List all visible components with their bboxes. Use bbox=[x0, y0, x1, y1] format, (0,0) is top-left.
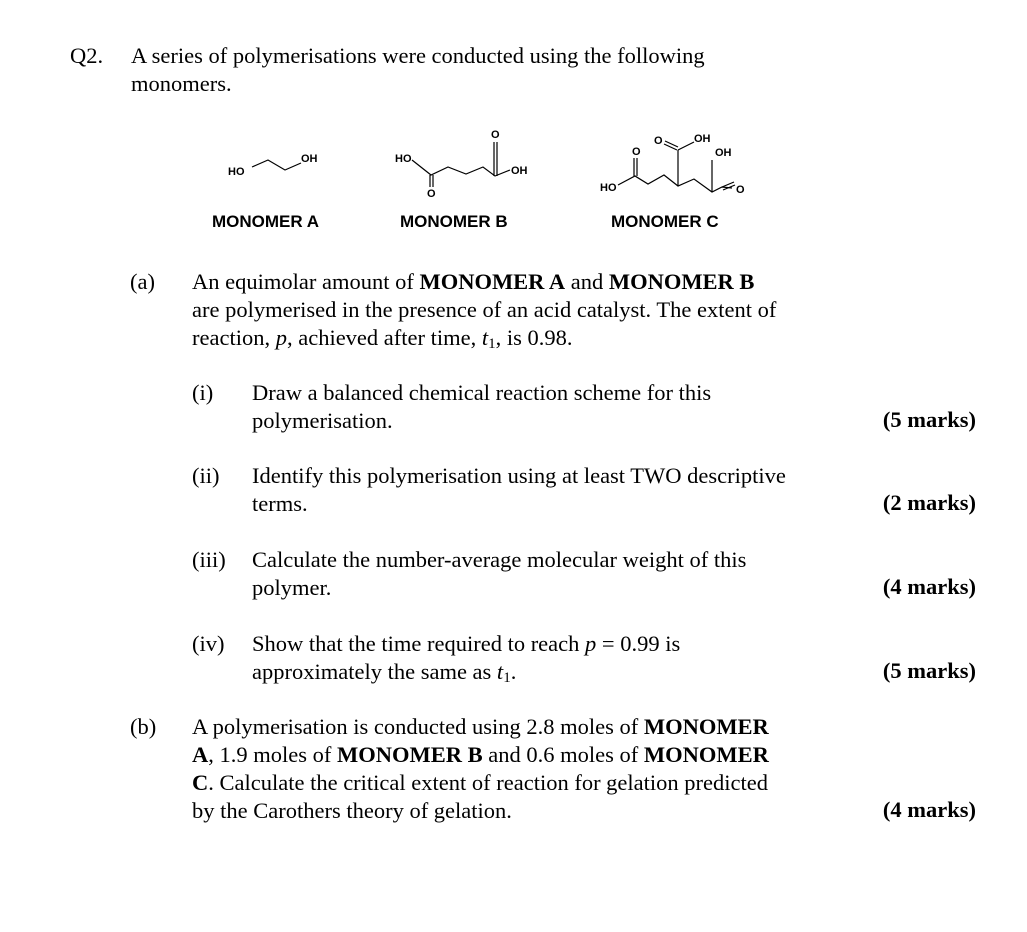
monomer-c-oh1: OH bbox=[694, 133, 711, 145]
part-a-iii-line1: Calculate the number-average molecular weight of this bbox=[252, 547, 747, 572]
part-a-iv-label: (iv) bbox=[192, 631, 225, 656]
part-a-iii-line2: polymer. bbox=[252, 575, 332, 600]
part-b-label: (b) bbox=[130, 714, 157, 739]
part-a-i-label: (i) bbox=[192, 380, 214, 405]
monomer-c-label: MONOMER C bbox=[611, 212, 719, 231]
part-a-line1: An equimolar amount of MONOMER A and MONOMER B bbox=[192, 269, 755, 294]
part-a-iv-line1: Show that the time required to reach p = 0.99 is bbox=[252, 631, 681, 656]
monomer-c-o3: O bbox=[736, 184, 745, 196]
part-a-iv-marks: (5 marks) bbox=[882, 658, 976, 683]
monomer-c-o2: O bbox=[654, 135, 663, 147]
monomer-b-label: MONOMER B bbox=[400, 212, 508, 231]
part-a-line2: are polymerised in the presence of an acid catalyst. The extent of bbox=[192, 297, 777, 322]
monomer-b-o2: O bbox=[491, 129, 500, 141]
part-a-line3: reaction, p, achieved after time, $t_1$, is 0.98. bbox=[192, 325, 573, 352]
monomer-b-skeleton bbox=[412, 160, 510, 176]
monomer-c-oh2: OH bbox=[715, 147, 732, 159]
question-number: Q2. bbox=[70, 43, 104, 68]
part-a-i-line2: polymerisation. bbox=[252, 408, 393, 433]
monomer-a-skeleton bbox=[252, 160, 301, 170]
part-a-iv-line2: approximately the same as $t_1$. bbox=[252, 659, 517, 686]
part-a-iii-marks: (4 marks) bbox=[882, 574, 976, 599]
part-b-line4: by the Carothers theory of gelation. bbox=[192, 798, 512, 823]
question-intro-line2: monomers. bbox=[131, 71, 232, 96]
part-b-line3: C. Calculate the critical extent of reaction for gelation predicted bbox=[192, 770, 768, 795]
part-a-ii-marks: (2 marks) bbox=[882, 490, 976, 515]
question-intro-line1: A series of polymerisations were conducted using the following bbox=[131, 43, 705, 68]
part-a-i-marks: (5 marks) bbox=[882, 407, 976, 432]
monomer-a-oh: OH bbox=[301, 153, 318, 165]
monomer-b-oh: OH bbox=[511, 165, 528, 177]
monomer-b-o1: O bbox=[427, 188, 436, 200]
part-b-line2: A, 1.9 moles of MONOMER B and 0.6 moles of MONOMER bbox=[192, 742, 769, 767]
part-b-line1: A polymerisation is conducted using 2.8 moles of MONOMER bbox=[192, 714, 769, 739]
part-a-ii-line2: terms. bbox=[252, 491, 308, 516]
monomer-c-ho: HO bbox=[600, 182, 617, 194]
monomer-b-ho: HO bbox=[395, 153, 412, 165]
monomer-a-ho: HO bbox=[228, 166, 245, 178]
part-a-label: (a) bbox=[130, 269, 155, 294]
monomer-a-label: MONOMER A bbox=[212, 212, 320, 231]
part-b-marks: (4 marks) bbox=[882, 797, 976, 822]
monomer-c-skeleton bbox=[618, 175, 732, 192]
part-a-i-line1: Draw a balanced chemical reaction scheme for this bbox=[252, 380, 712, 405]
part-a-ii-line1: Identify this polymerisation using at least TWO descriptive bbox=[252, 463, 786, 488]
monomer-structures bbox=[0, 120, 1027, 215]
part-a-iii-label: (iii) bbox=[192, 547, 226, 572]
monomer-c-o1: O bbox=[632, 146, 641, 158]
part-a-ii-label: (ii) bbox=[192, 463, 220, 488]
